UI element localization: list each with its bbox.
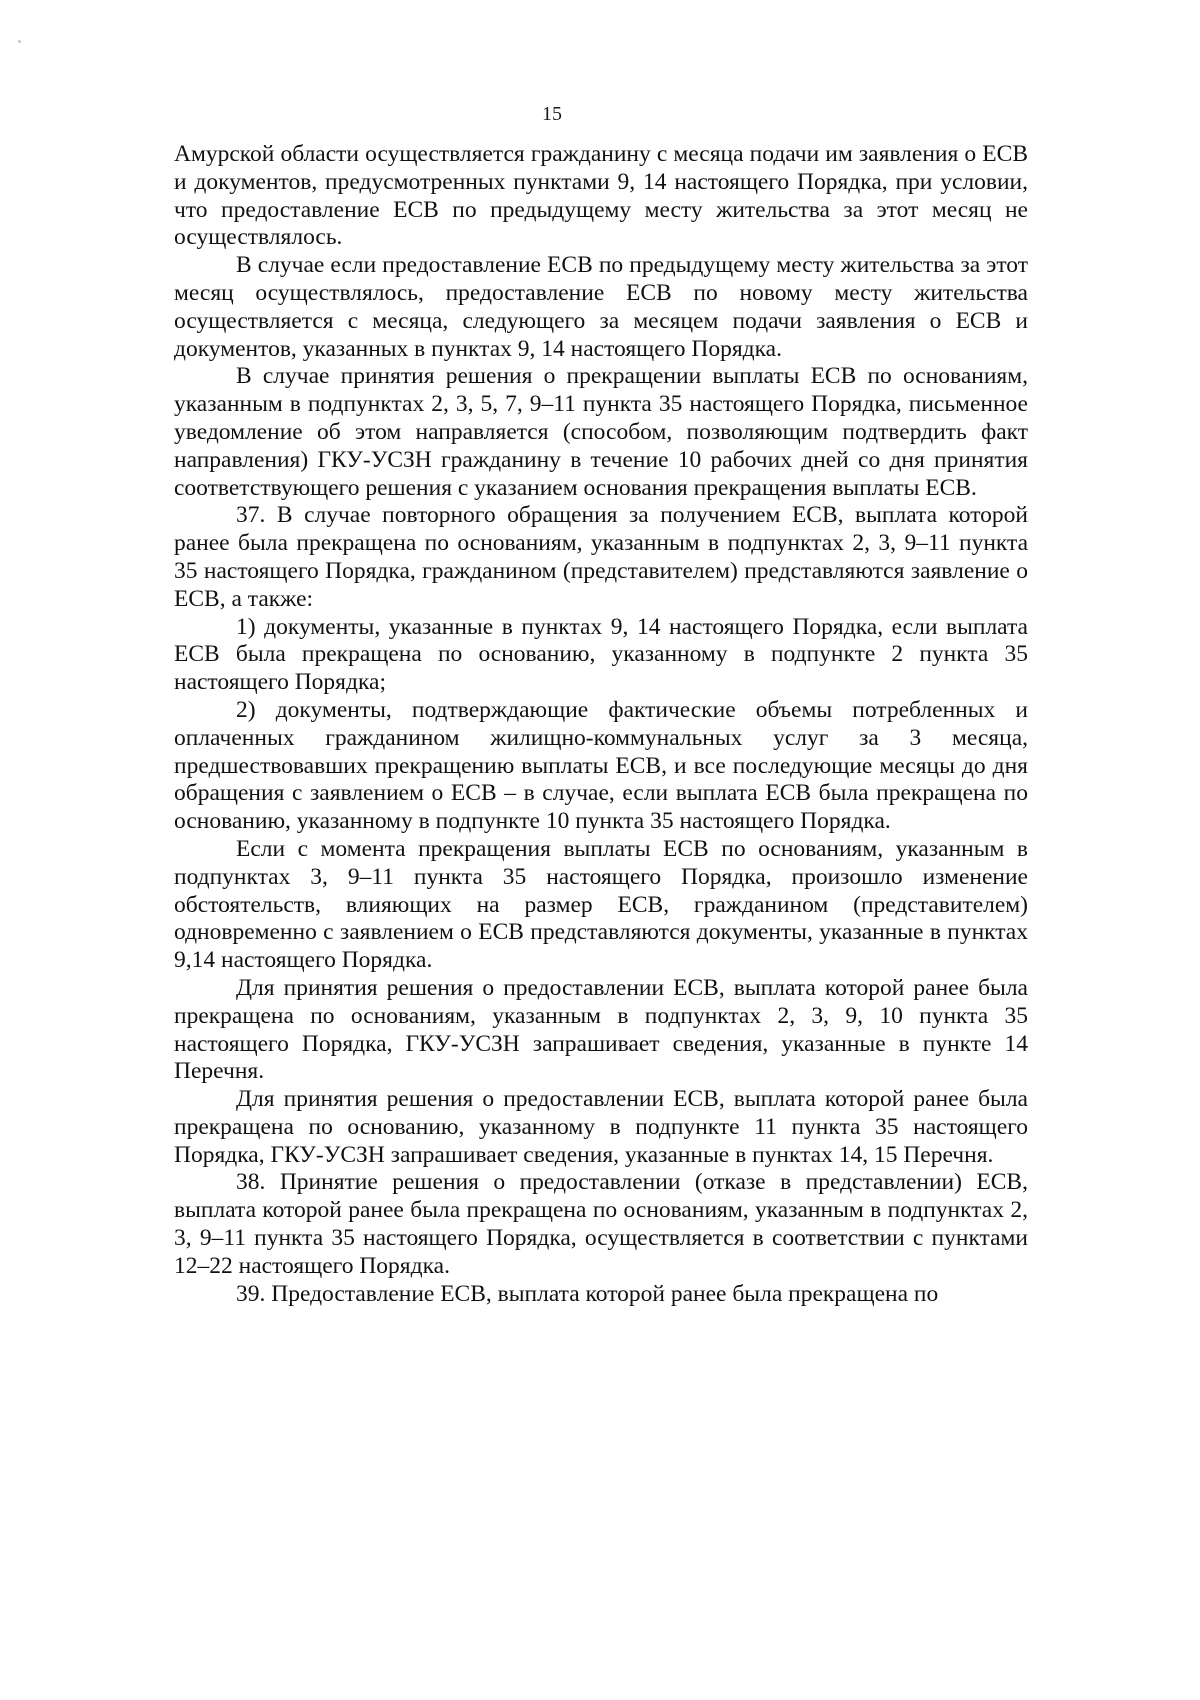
paragraph-37-item-2: 2) документы, подтверждающие фактические объемы потребленных и оплаченных гражданином жилищно-коммунальных услуг за 3 месяца, предшествовавших прекращению выплаты ЕСВ, и все последующие месяцы до дня обращения с заявлением о ЕСВ – в случае, если выплата ЕСВ была прекращена по основанию, указанному в подпункте 10 пункта 35 настоящего Порядка. — [174, 696, 1028, 835]
paragraph-section-39: 39. Предоставление ЕСВ, выплата которой ранее была прекращена по — [236, 1280, 939, 1307]
scan-speck — [18, 40, 21, 43]
paragraph-previous-residence: В случае если предоставление ЕСВ по предыдущему месту жительства за этот месяц осуществлялось, предоставление ЕСВ по новому месту жительства осуществляется с месяца, следующего за месяцем подачи заявления о ЕСВ и документов, указанных в пунктах 9, 14 настоящего Порядка. — [174, 252, 1028, 362]
paragraph-request-items-14-15: Для принятия решения о предоставлении ЕСВ, выплата которой ранее была прекращена по основанию, указанному в подпункте 11 пункта 35 настоящего Порядка, ГКУ-УСЗН запрашивает сведения, указанные в пунктах 14, 15 Перечня. — [174, 1086, 1028, 1168]
page-number: 15 — [542, 103, 562, 125]
paragraph-37-item-1: 1) документы, указанные в пунктах 9, 14 настоящего Порядка, если выплата ЕСВ была прекращена по основанию, указанному в подпункте 2 пункта 35 настоящего Порядка; — [174, 613, 1028, 696]
paragraph-residence-continuation: Амурской области осуществляется гражданину с месяца подачи им заявления о ЕСВ и документов, предусмотренных пунктами 9, 14 настоящего Порядка, при условии, что предоставление ЕСВ по предыдущему месту жительства за этот месяц не осуществлялось. — [174, 141, 1028, 251]
paragraph-request-item-14: Для принятия решения о предоставлении ЕСВ, выплата которой ранее была прекращена по основаниям, указанным в подпунктах 2, 3, 9, 10 пункта 35 настоящего Порядка, ГКУ-УСЗН запрашивает сведения, указанные в пункте 14 Перечня. — [174, 974, 1028, 1085]
paragraph-termination-notice: В случае принятия решения о прекращении выплаты ЕСВ по основаниям, указанным в подпунктах 2, 3, 5, 7, 9–11 пункта 35 настоящего Порядка, письменное уведомление об этом направляется (способом, позволяющим подтвердить факт направления) ГКУ-УСЗН гражданину в течение 10 рабочих дней со дня принятия соответствующего решения с указанием основания прекращения выплаты ЕСВ. — [174, 363, 1028, 501]
paragraph-section-37: 37. В случае повторного обращения за получением ЕСВ, выплата которой ранее была прекращена по основаниям, указанным в подпунктах 2, 3, 9–11 пункта 35 настоящего Порядка, гражданином (представителем) представляются заявление о ЕСВ, а также: — [174, 502, 1028, 612]
document-body — [174, 141, 1028, 1308]
paragraph-section-38: 38. Принятие решения о предоставлении (отказе в представлении) ЕСВ, выплата которой ранее была прекращена по основаниям, указанным в подпунктах 2, 3, 9–11 пункта 35 настоящего Порядка, осуществляется в соответствии с пунктами 12–22 настоящего Порядка. — [174, 1169, 1028, 1279]
paragraph-changed-circumstances: Если с момента прекращения выплаты ЕСВ по основаниям, указанным в подпунктах 3, 9–11 пункта 35 настоящего Порядка, произошло изменение обстоятельств, влияющих на размер ЕСВ, гражданином (представителем) одновременно с заявлением о ЕСВ представляются документы, указанные в пунктах 9,14 настоящего Порядка. — [174, 835, 1028, 974]
